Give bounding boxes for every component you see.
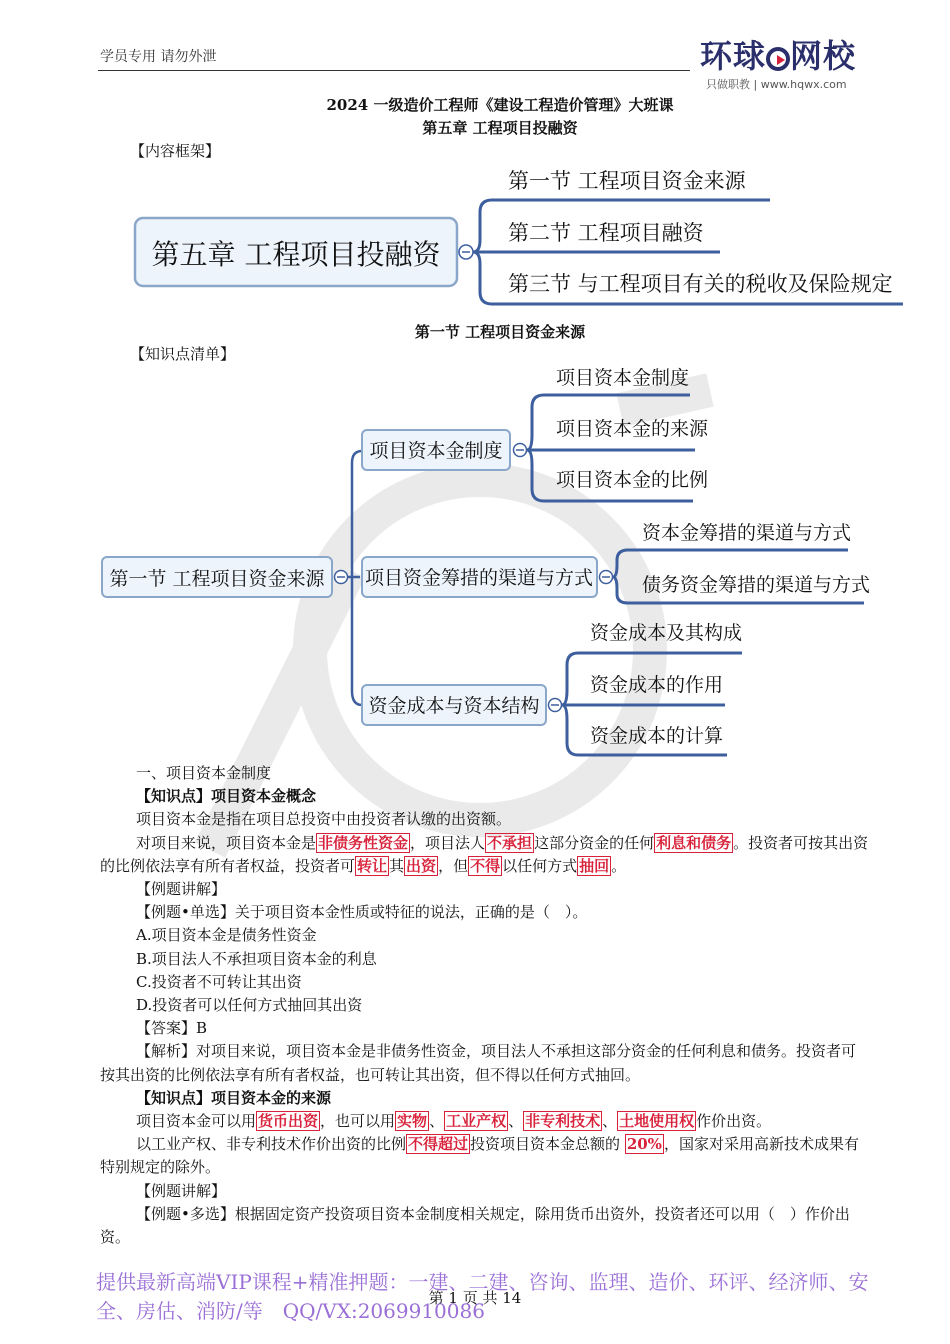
highlight: 非债务性资金 bbox=[318, 833, 409, 852]
mindmap2-root-text: 第一节 工程项目资金来源 bbox=[109, 568, 325, 590]
branch3-label: 资金成本与资本结构 bbox=[368, 695, 540, 717]
highlight: 不承担 bbox=[487, 833, 533, 852]
logo-tagline: 只做职教 | www.hqwx.com bbox=[706, 78, 847, 91]
heading-1: 一、项目资本金制度 bbox=[136, 764, 272, 782]
highlight: 货币出资 bbox=[258, 1112, 319, 1131]
knowledge-point-2: 【知识点】项目资本金的来源 bbox=[136, 1088, 332, 1107]
b2-child-1: 资本金筹措的渠道与方式 bbox=[642, 522, 852, 544]
example-label-2: 【例题讲解】 bbox=[136, 1181, 227, 1200]
b3-child-2: 资金成本的作用 bbox=[590, 674, 724, 696]
b2-child-2: 债务资金筹措的渠道与方式 bbox=[642, 574, 871, 596]
b1-child-1: 项目资本金制度 bbox=[556, 367, 690, 389]
highlight: 实物 bbox=[397, 1112, 428, 1131]
option-c: C.投资者不可转让其出资 bbox=[136, 972, 302, 991]
highlight: 非专利技术 bbox=[525, 1112, 601, 1131]
paragraph-2: 对项目来说，项目资本金是 非债务性资金 ，项目法人 不承担 这部分资金的任何 利息和债务 。投资者可按其出资的比例依法享有所有者权益，投资者可 转让 其 出资 ，但 不得 以任何方式 抽回 。 bbox=[100, 833, 869, 875]
highlight: 工业产权 bbox=[446, 1112, 507, 1131]
analysis-1: 【解析】对项目来说，项目资本金是非债务性资金，项目法人不承担这部分资金的任何利息和债务。投资者可按其出资的比例依法享有所有者权益，也可转让其出资，但不得以任何方式抽回。 bbox=[100, 1042, 857, 1084]
header-confidential: 学员专用 请勿外泄 bbox=[100, 49, 217, 65]
knowledge-list-label: 【知识点清单】 bbox=[130, 345, 236, 363]
highlight: 土地使用权 bbox=[619, 1112, 695, 1131]
section1-title: 第一节 工程项目资金来源 bbox=[414, 323, 586, 341]
answer-1: 【答案】B bbox=[136, 1019, 208, 1038]
highlight: 20% bbox=[626, 1135, 662, 1154]
example-label-1: 【例题讲解】 bbox=[136, 880, 227, 899]
course-title: 2024 一级造价工程师《建设工程造价管理》大班课 bbox=[326, 96, 674, 114]
b1-child-3: 项目资本金的比例 bbox=[556, 469, 709, 491]
logo-text-left: 环球 bbox=[700, 37, 767, 75]
mindmap1-root-text: 第五章 工程项目投融资 bbox=[151, 238, 441, 271]
framework-label: 【内容框架】 bbox=[130, 142, 221, 160]
page-number: 第 1 页 共 14 bbox=[428, 1289, 522, 1307]
highlight: 转让 bbox=[357, 856, 388, 875]
branch2-label: 项目资金筹措的渠道与方式 bbox=[364, 567, 594, 589]
paragraph-3: 项目资本金可以用 货币出资 ，也可以用 实物 、 工业产权 、 非专利技术 、 土地使用权 作价出资。 bbox=[136, 1112, 772, 1131]
highlight: 不得 bbox=[470, 856, 501, 875]
b3-child-3: 资金成本的计算 bbox=[590, 725, 724, 747]
option-a: A.项目资本金是债务性资金 bbox=[136, 926, 317, 945]
b3-child-1: 资金成本及其构成 bbox=[590, 622, 743, 644]
branch1-label: 项目资本金制度 bbox=[369, 440, 503, 462]
option-d: D.投资者可以任何方式抽回其出资 bbox=[136, 996, 363, 1015]
mindmap1-child-1: 第一节 工程项目资金来源 bbox=[508, 169, 746, 193]
paragraph-1: 项目资本金是指在项目总投资中由投资者认缴的出资额。 bbox=[136, 810, 512, 829]
promo-banner: 提供最新高端VIP课程+精准押题：一建、二建、咨询、监理、造价、环评、经济师、安全、房估、消防/等 QQ/VX:2069910086 bbox=[96, 1270, 869, 1323]
highlight: 出资 bbox=[406, 856, 437, 875]
highlight: 利息和债务 bbox=[656, 833, 732, 852]
knowledge-point-1: 【知识点】项目资本金概念 bbox=[136, 787, 317, 806]
question-2: 【例题•多选】根据固定资产投资项目资本金制度相关规定，除用货币出资外，投资者还可以用（ ）作价出资。 bbox=[100, 1204, 850, 1247]
question-1: 【例题•单选】关于项目资本金性质或特征的说法，正确的是（ ）。 bbox=[136, 903, 588, 922]
header-rule bbox=[98, 70, 690, 71]
chapter-mindmap bbox=[0, 160, 950, 310]
logo-text-right: 网校 bbox=[790, 37, 857, 75]
paragraph-4: 以工业产权、非专利技术作价出资的比例 不得超过 投资项目资本金总额的 20% ，国家对采用高新技术成果有特别规定的除外。 bbox=[100, 1135, 859, 1177]
brand-logo bbox=[700, 38, 880, 98]
mindmap1-child-3: 第三节 与工程项目有关的税收及保险规定 bbox=[508, 272, 893, 296]
b1-child-2: 项目资本金的来源 bbox=[556, 418, 709, 440]
highlight: 抽回 bbox=[579, 856, 610, 875]
logo-play-icon bbox=[766, 47, 790, 71]
section-mindmap bbox=[0, 355, 950, 765]
body-content bbox=[100, 762, 870, 1249]
option-b: B.项目法人不承担项目资本金的利息 bbox=[136, 949, 377, 968]
chapter-title: 第五章 工程项目投融资 bbox=[422, 119, 578, 137]
highlight: 不得超过 bbox=[408, 1135, 469, 1154]
mindmap1-child-2: 第二节 工程项目融资 bbox=[508, 221, 704, 245]
